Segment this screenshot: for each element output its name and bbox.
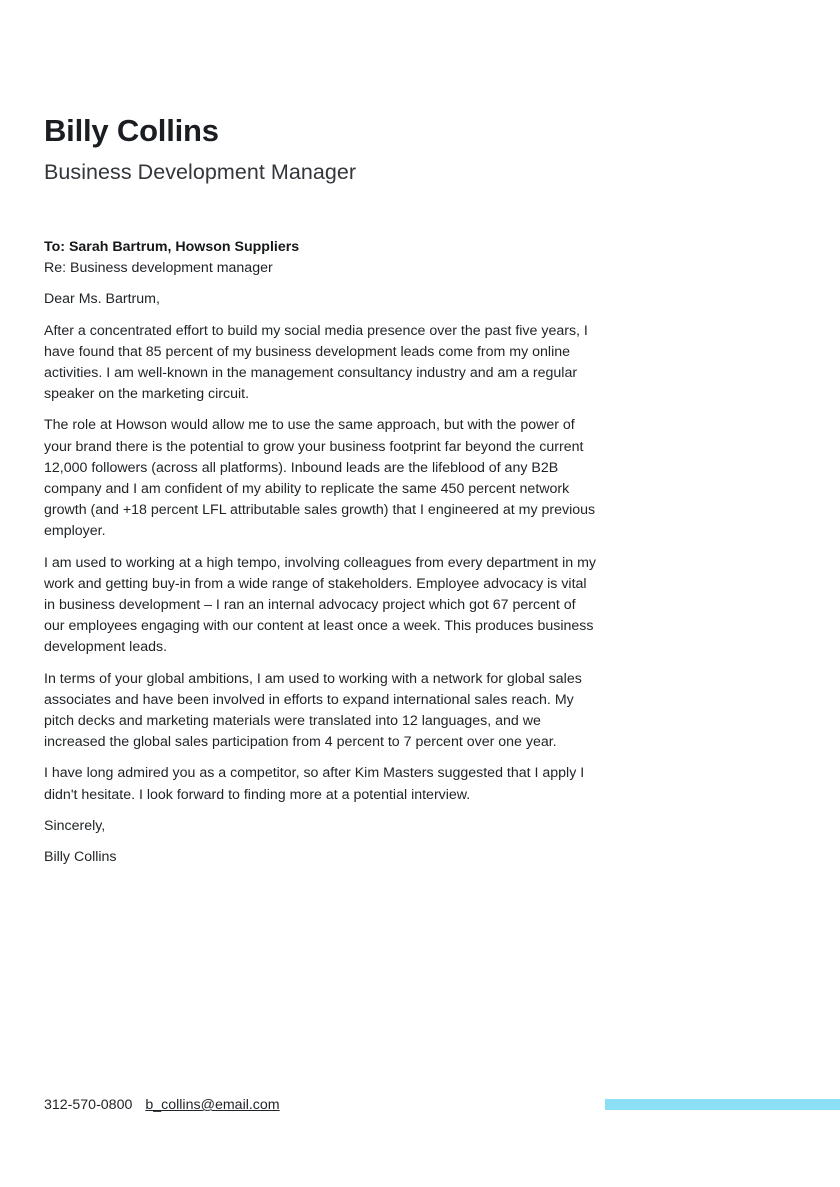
salutation: Dear Ms. Bartrum, (44, 291, 160, 308)
closing-line: Sincerely, (44, 817, 106, 834)
footer-contact-info (44, 1095, 280, 1116)
addressee-line: To: Sarah Bartrum, Howson Suppliers (44, 239, 300, 255)
page-title: Billy Collins (44, 113, 219, 148)
letterhead-header (44, 113, 604, 185)
body-paragraph: I have long admired you as a competitor, so after Kim Masters suggested that I apply I didn't hesitate. I look forward to finding more at a potential interview. (44, 765, 585, 803)
footer (44, 1095, 804, 1125)
body-paragraph: I am used to working at a high tempo, involving colleagues from every department in my work and getting buy-in from a wide range of stakeholders. Employee advocacy is vital in business development – I ran an internal advocacy project which got 67 percent of our employees engaging with our content at least once a week. This produces business development leads. (44, 554, 597, 656)
body-paragraph: After a concentrated effort to build my social media presence over the past five years, I have found that 85 percent of my business development leads come from my online activities. I am well-known in the management consultancy industry and am a regular speaker on the marketing circuit. (44, 322, 588, 403)
subject-line: Re: Business development manager (44, 260, 273, 277)
body-paragraph: The role at Howson would allow me to use the same approach, but with the power of your brand there is the potential to grow your business footprint far beyond the current 12,000 followers (across all platforms). Inbound leads are the lifeblood of any B2B company and I am confident of my ability to replicate the same 450 percent network growth (and +18 percent LFL attributable sales growth) that I engineered at my previous employer. (44, 417, 596, 540)
signature-name: Billy Collins (44, 849, 117, 866)
email-address[interactable]: b_collins@email.com (145, 1097, 280, 1113)
body-paragraph: In terms of your global ambitions, I am used to working with a network for global sales associates and have been involved in efforts to expand international sales reach. My pitch decks and marketing materials were translated into 12 languages, and we increased the global sales participation from 4 percent to 7 percent over one year. (44, 670, 582, 751)
letter-body (44, 237, 598, 868)
job-title: Business Development Manager (44, 159, 357, 184)
accent-bar (605, 1099, 840, 1110)
phone-number: 312-570-0800 (44, 1097, 133, 1113)
